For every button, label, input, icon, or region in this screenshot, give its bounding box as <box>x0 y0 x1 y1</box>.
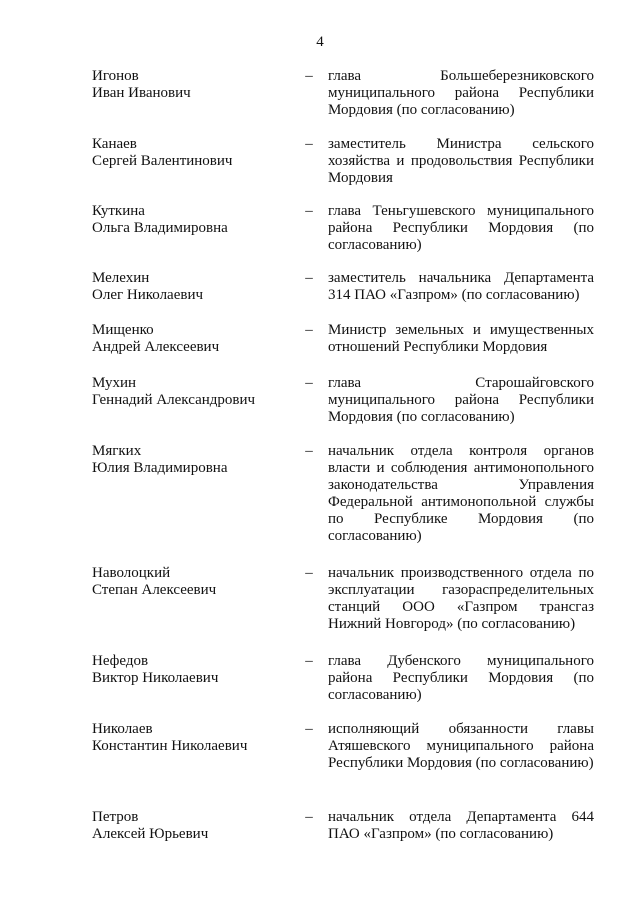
member-surname: Куткина <box>92 203 145 219</box>
member-given-names: Алексей Юрьевич <box>92 826 209 842</box>
member-name <box>92 203 292 237</box>
member-name <box>92 136 292 170</box>
member-surname: Канаев <box>92 136 137 152</box>
member-given-names: Геннадий Александрович <box>92 392 256 408</box>
member-given-names: Юлия Владимировна <box>92 460 228 476</box>
member-surname: Петров <box>92 809 139 825</box>
member-surname: Мелехин <box>92 270 150 286</box>
member-surname: Мухин <box>92 375 137 391</box>
separator-dash: – <box>305 270 313 286</box>
member-role: глава Дубенского муниципального района Республики Мордовия (по согласованию) <box>328 653 594 703</box>
member-role: глава Теньгушевского муниципального района Республики Мордовия (по согласованию) <box>328 203 594 253</box>
separator-dash: – <box>305 809 313 825</box>
member-name <box>92 565 292 599</box>
member-given-names: Андрей Алексеевич <box>92 339 220 355</box>
member-name <box>92 375 292 409</box>
member-name <box>92 270 292 304</box>
member-name <box>92 322 292 356</box>
member-name <box>92 809 292 843</box>
member-role: Министр земельных и имущественных отношений Республики Мордовия <box>328 322 594 355</box>
member-role: начальник отдела контроля органов власти и соблюдения антимонопольного законодательства Управления Федеральной антимонопольной службы по Республике Мордовия (по согласованию) <box>328 443 594 544</box>
page-number: 4 <box>316 34 324 50</box>
member-name <box>92 721 292 755</box>
member-role: заместитель начальника Департамента 314 ПАО «Газпром» (по согласованию) <box>328 270 594 303</box>
separator-dash: – <box>305 322 313 338</box>
member-surname: Мягких <box>92 443 142 459</box>
member-surname: Мищенко <box>92 322 154 338</box>
member-surname: Наволоцкий <box>92 565 171 581</box>
separator-dash: – <box>305 565 313 581</box>
member-surname: Николаев <box>92 721 153 737</box>
member-role: начальник отдела Департамента 644 ПАО «Газпром» (по согласованию) <box>328 809 594 842</box>
separator-dash: – <box>305 653 313 669</box>
separator-dash: – <box>305 136 313 152</box>
separator-dash: – <box>305 68 313 84</box>
member-name <box>92 68 292 102</box>
member-role: глава Большеберезниковского муниципального района Республики Мордовия (по согласованию) <box>328 68 594 118</box>
member-given-names: Степан Алексеевич <box>92 582 217 598</box>
member-surname: Игонов <box>92 68 139 84</box>
member-given-names: Виктор Николаевич <box>92 670 219 686</box>
member-given-names: Сергей Валентинович <box>92 153 233 169</box>
member-surname: Нефедов <box>92 653 149 669</box>
member-name <box>92 443 292 477</box>
member-role: глава Старошайговского муниципального района Республики Мордовия (по согласованию) <box>328 375 594 425</box>
member-given-names: Ольга Владимировна <box>92 220 228 236</box>
separator-dash: – <box>305 375 313 391</box>
separator-dash: – <box>305 443 313 459</box>
member-given-names: Константин Николаевич <box>92 738 248 754</box>
member-name <box>92 653 292 687</box>
member-role: заместитель Министра сельского хозяйства и продовольствия Республики Мордовия <box>328 136 594 186</box>
member-given-names: Олег Николаевич <box>92 287 204 303</box>
member-role: исполняющий обязанности главы Атяшевского муниципального района Республики Мордовия (по согласованию) <box>328 721 594 771</box>
separator-dash: – <box>305 203 313 219</box>
member-role: начальник производственного отдела по эксплуатации газораспределительных станций ООО «Газпром трансгаз Нижний Новгород» (по согласованию) <box>328 565 594 632</box>
separator-dash: – <box>305 721 313 737</box>
member-given-names: Иван Иванович <box>92 85 191 101</box>
